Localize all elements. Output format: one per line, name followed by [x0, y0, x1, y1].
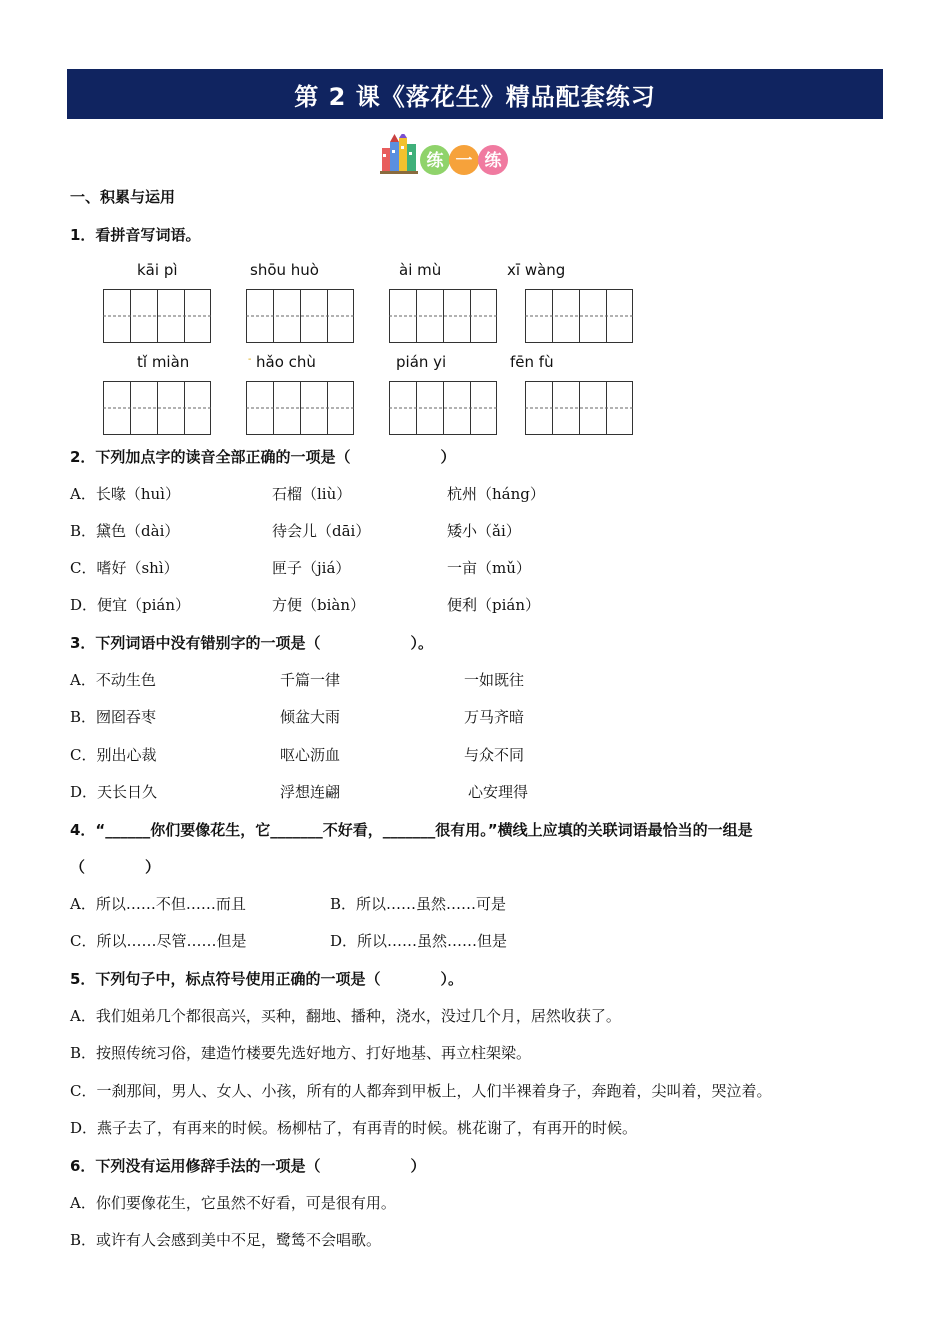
option-item: A．你们要像花生，它虽然不好看，可是很有用。 — [70, 1194, 396, 1212]
question-3-stem: 3．下列词语中没有错别字的一项是（ ）。 — [70, 634, 433, 652]
tick-mark: - — [248, 354, 252, 365]
option-item: 石榴（liù） — [272, 485, 352, 503]
question-6-stem: 6．下列没有运用修辞手法的一项是（ ） — [70, 1157, 426, 1175]
page-title-banner — [67, 69, 883, 119]
building-icon — [380, 134, 418, 174]
writing-grid[interactable] — [389, 381, 497, 435]
pinyin-label: hǎo chù — [256, 353, 316, 371]
page-title: 第 2 课《落花生》精品配套练习 — [294, 82, 656, 111]
writing-grid[interactable] — [246, 381, 354, 435]
option-item: A．所以……不但……而且 — [70, 895, 246, 913]
option-item: D．天长日久 — [70, 783, 158, 801]
option-item: 千篇一律 — [280, 671, 341, 689]
option-item: D．所以……虽然……但是 — [330, 932, 508, 950]
option-item: 心安理得 — [468, 783, 529, 801]
option-item: 便利（pián） — [447, 596, 541, 614]
option-item: D．燕子去了，有再来的时候。杨柳枯了，有再青的时候。桃花谢了，有再开的时候。 — [70, 1119, 638, 1137]
option-item: 浮想连翩 — [280, 783, 341, 801]
pinyin-label: tǐ miàn — [137, 353, 190, 371]
question-4-stem: 4．“______你们要像花生，它_______不好看，_______很有用。”横线上应填的关联词语最恰当的一组是 — [70, 821, 753, 839]
logo-char-3: 练 — [484, 151, 502, 171]
option-item: 矮小（ǎi） — [447, 522, 521, 540]
option-item: C．所以……尽管……但是 — [70, 932, 247, 950]
option-item: 待会儿（dāi） — [272, 522, 371, 540]
option-item: 一如既往 — [464, 671, 525, 689]
logo-char-1: 练 — [426, 151, 444, 171]
question-1-stem: 1．看拼音写词语。 — [70, 226, 201, 244]
option-item: B．或许有人会感到美中不足，鹭鸶不会唱歌。 — [70, 1231, 382, 1249]
option-item: 一亩（mǔ） — [447, 559, 531, 577]
option-item: 杭州（háng） — [447, 485, 545, 503]
pinyin-label: shōu huò — [250, 261, 319, 279]
option-item: A．不动生色 — [70, 671, 156, 689]
logo-char-2: 一 — [455, 151, 473, 171]
option-item: 方便（biàn） — [272, 596, 366, 614]
option-item: 匣子（jiá） — [272, 559, 351, 577]
option-item: C．嗜好（shì） — [70, 559, 179, 577]
option-item: C．一刹那间，男人、女人、小孩，所有的人都奔到甲板上，人们半裸着身子，奔跑着，尖叫着，哭泣着。 — [70, 1082, 772, 1100]
option-item: B．黛色（dài） — [70, 522, 180, 540]
writing-grid[interactable] — [103, 289, 211, 343]
option-item: 万马齐暗 — [464, 708, 525, 726]
section-heading: 一、积累与运用 — [70, 188, 176, 206]
pinyin-label: ài mù — [399, 261, 442, 279]
option-item: C．别出心裁 — [70, 746, 157, 764]
question-2-stem: 2．下列加点字的读音全部正确的一项是（ ） — [70, 448, 456, 466]
pinyin-label: fēn fù — [510, 353, 554, 371]
option-item: 倾盆大雨 — [280, 708, 341, 726]
writing-grid[interactable] — [389, 289, 497, 343]
writing-grid[interactable] — [246, 289, 354, 343]
pinyin-label: pián yi — [396, 353, 447, 371]
option-item: D．便宜（pián） — [70, 596, 191, 614]
option-item: A．我们姐弟几个都很高兴，买种，翻地、播种，浇水，没过几个月，居然收获了。 — [70, 1007, 621, 1025]
writing-grid[interactable] — [525, 289, 633, 343]
option-item: A．长喙（huì） — [70, 485, 180, 503]
option-item: B．囫囵吞枣 — [70, 708, 157, 726]
writing-grid[interactable] — [525, 381, 633, 435]
pinyin-label: xī wàng — [507, 261, 566, 279]
practice-logo — [380, 134, 512, 178]
option-item: 与众不同 — [464, 746, 525, 764]
pinyin-label: kāi pì — [137, 261, 178, 279]
option-item: B．所以……虽然……可是 — [330, 895, 507, 913]
option-item: 呕心沥血 — [280, 746, 341, 764]
question-4-answer-paren: （ ） — [70, 858, 161, 876]
writing-grid[interactable] — [103, 381, 211, 435]
option-item: B．按照传统习俗，建造竹楼要先选好地方、打好地基、再立柱架梁。 — [70, 1044, 532, 1062]
question-5-stem: 5．下列句子中，标点符号使用正确的一项是（ ）。 — [70, 970, 463, 988]
